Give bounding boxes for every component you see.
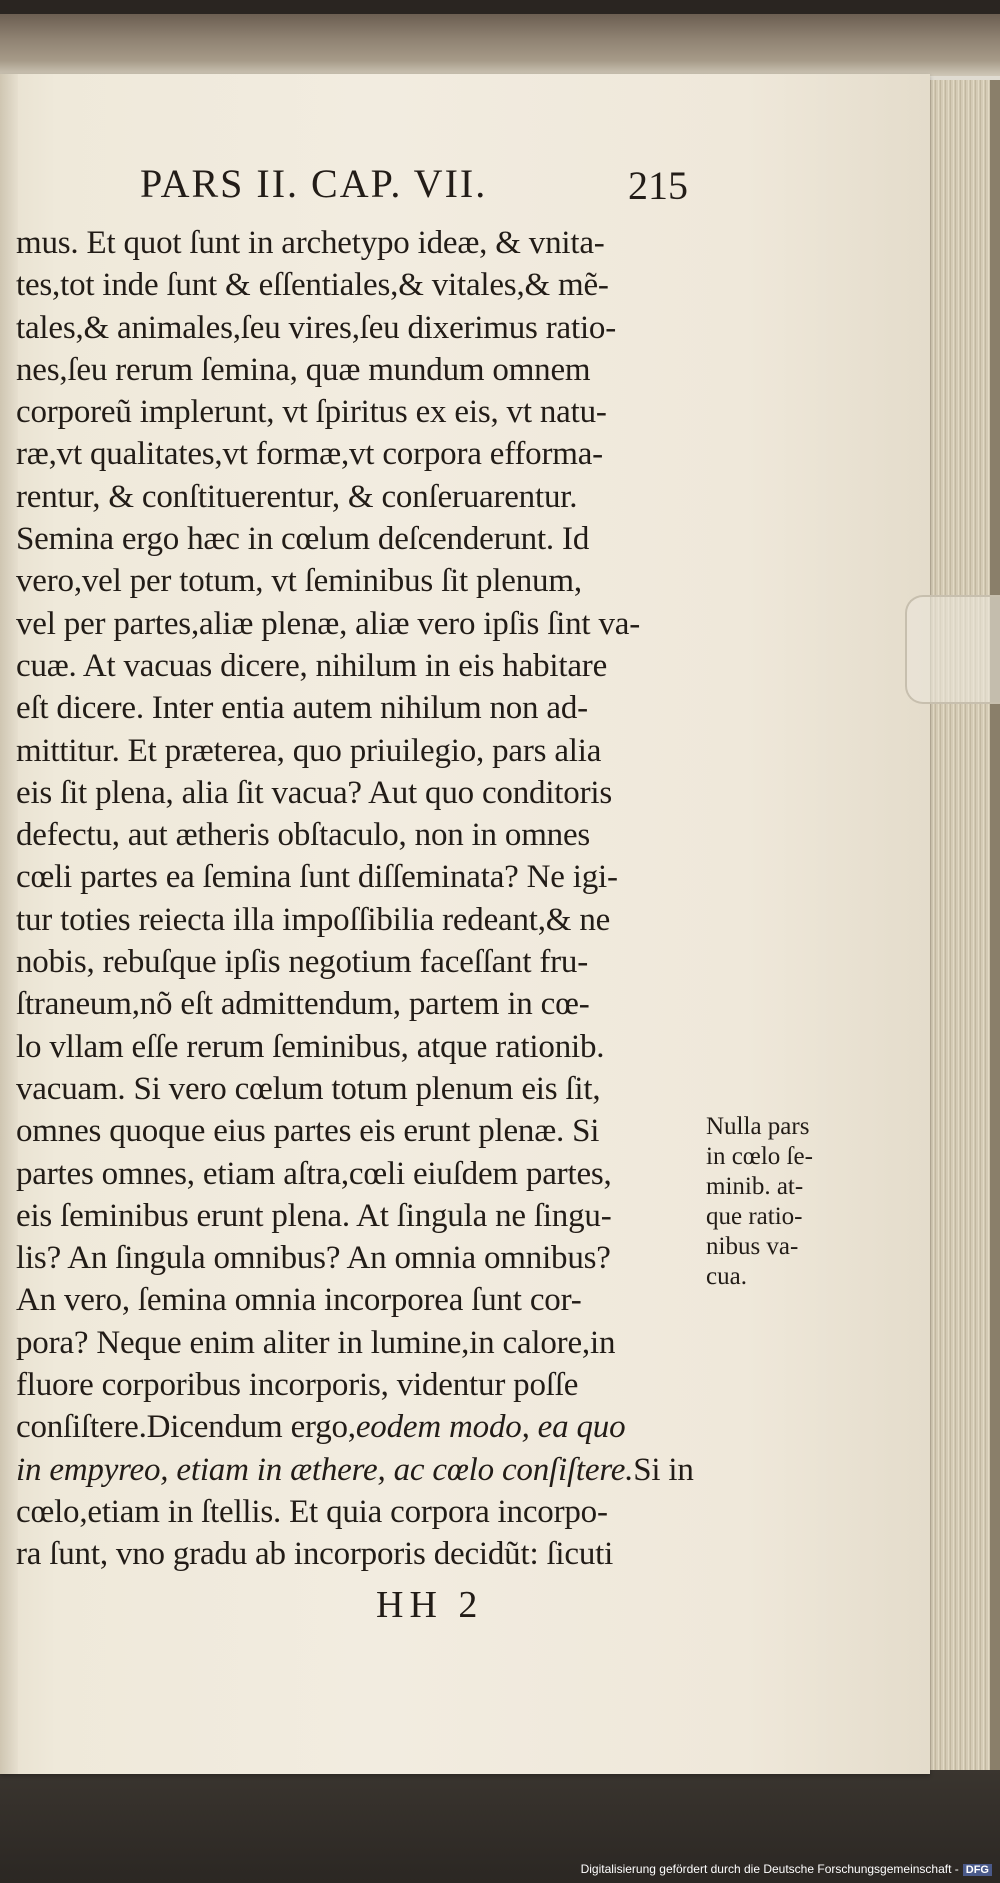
text-line: tur toties reiecta illa impoſſibilia redeant,& ne <box>16 901 611 938</box>
text-line: vel per partes,aliæ plenæ, aliæ vero ipſis ſint va- <box>16 605 640 642</box>
text-line: fluore corporibus incorporis, videntur poſſe <box>16 1367 579 1404</box>
text-line: ræ,vt qualitates,vt formæ,vt corpora efforma- <box>16 436 603 473</box>
text-line: ra ſunt, vno gradu ab incorporis decidũt: ſicuti <box>16 1536 614 1573</box>
text-line-roman: Si in <box>633 1451 694 1488</box>
text-line: lo vllam eſſe rerum ſeminibus, atque rationib. <box>16 1028 605 1065</box>
text-line <box>16 1406 706 1448</box>
text-line: corporeũ implerunt, vt ſpiritus ex eis, vt natu- <box>16 394 607 431</box>
text-line: cœlo,etiam in ſtellis. Et quia corpora incorpo- <box>16 1493 608 1530</box>
text-line: nes,ſeu rerum ſemina, quæ mundum omnem <box>16 351 591 388</box>
text-line-italic: eodem modo, ea quo <box>355 1409 626 1446</box>
running-header: PARS II. CAP. VII. <box>140 161 488 206</box>
marginal-line: nibus va- <box>706 1233 799 1260</box>
marginal-line: cua. <box>706 1263 747 1290</box>
marginal-note <box>706 1112 856 1292</box>
text-line: eis ſit plena, alia ſit vacua? Aut quo conditoris <box>16 774 612 811</box>
text-line: An vero, ſemina omnia incorporea ſunt cor- <box>16 1282 582 1319</box>
text-line: mittitur. Et præterea, quo priuilegio, pars alia <box>16 732 602 769</box>
signature-mark: HH 2 <box>376 1584 484 1626</box>
body-text <box>16 222 706 1576</box>
digitization-credit <box>581 1862 992 1876</box>
marginal-line: que ratio- <box>706 1203 803 1230</box>
text-line: partes omnes, etiam aſtra,cœli eiuſdem partes, <box>16 1155 612 1192</box>
text-line: cuæ. At vacuas dicere, nihilum in eis habitare <box>16 647 608 684</box>
book-top-edge <box>0 14 1000 76</box>
marginal-line: in cœlo ſe- <box>706 1143 813 1170</box>
text-line: tes,tot inde ſunt & eſſentiales,& vitales,& mẽ- <box>16 267 609 304</box>
marginal-line: Nulla pars <box>706 1113 810 1140</box>
text-line-italic: in empyreo, etiam in æthere, ac cœlo conſiſtere. <box>16 1451 634 1488</box>
text-line: lis? An ſingula omnibus? An omnia omnibus? <box>16 1240 611 1277</box>
text-line: ſtraneum,nõ eſt admittendum, partem in cœ- <box>16 986 590 1023</box>
page-block-shadow <box>990 80 1000 1770</box>
text-line: vero,vel per totum, vt ſeminibus ſit plenum, <box>16 563 582 600</box>
text-line: tales,& animales,ſeu vires,ſeu dixerimus ratio- <box>16 309 617 346</box>
text-line: Semina ergo hæc in cœlum deſcenderunt. Id <box>16 521 590 558</box>
page-number: 215 <box>628 163 688 208</box>
text-line: omnes quoque eius partes eis erunt plenæ. Si <box>16 1113 600 1150</box>
text-line: eſt dicere. Inter entia autem nihilum non ad- <box>16 690 588 727</box>
text-line: cœli partes ea ſemina ſunt diſſeminata? Ne igi- <box>16 859 618 896</box>
text-line: vacuam. Si vero cœlum totum plenum eis ſit, <box>16 1070 601 1107</box>
bookmark-tab <box>905 595 1000 704</box>
text-line: nobis, rebuſque ipſis negotium faceſſant fru- <box>16 944 589 981</box>
text-line: pora? Neque enim aliter in lumine,in calore,in <box>16 1324 616 1361</box>
text-line: defectu, aut ætheris obſtaculo, non in omnes <box>16 817 591 854</box>
text-line: rentur, & conſtituerentur, & conſeruarentur. <box>16 478 578 515</box>
text-line: eis ſeminibus erunt plena. At ſingula ne ſingu- <box>16 1197 612 1234</box>
dfg-logo: DFG <box>963 1864 992 1876</box>
text-line: mus. Et quot ſunt in archetypo ideæ, & vnita- <box>16 225 605 261</box>
marginal-line: minib. at- <box>706 1173 804 1200</box>
credit-text: Digitalisierung gefördert durch die Deutsche Forschungsgemeinschaft - <box>580 1862 959 1876</box>
text-line <box>16 1449 706 1491</box>
text-line-roman: conſiſtere.Dicendum ergo, <box>16 1409 356 1446</box>
